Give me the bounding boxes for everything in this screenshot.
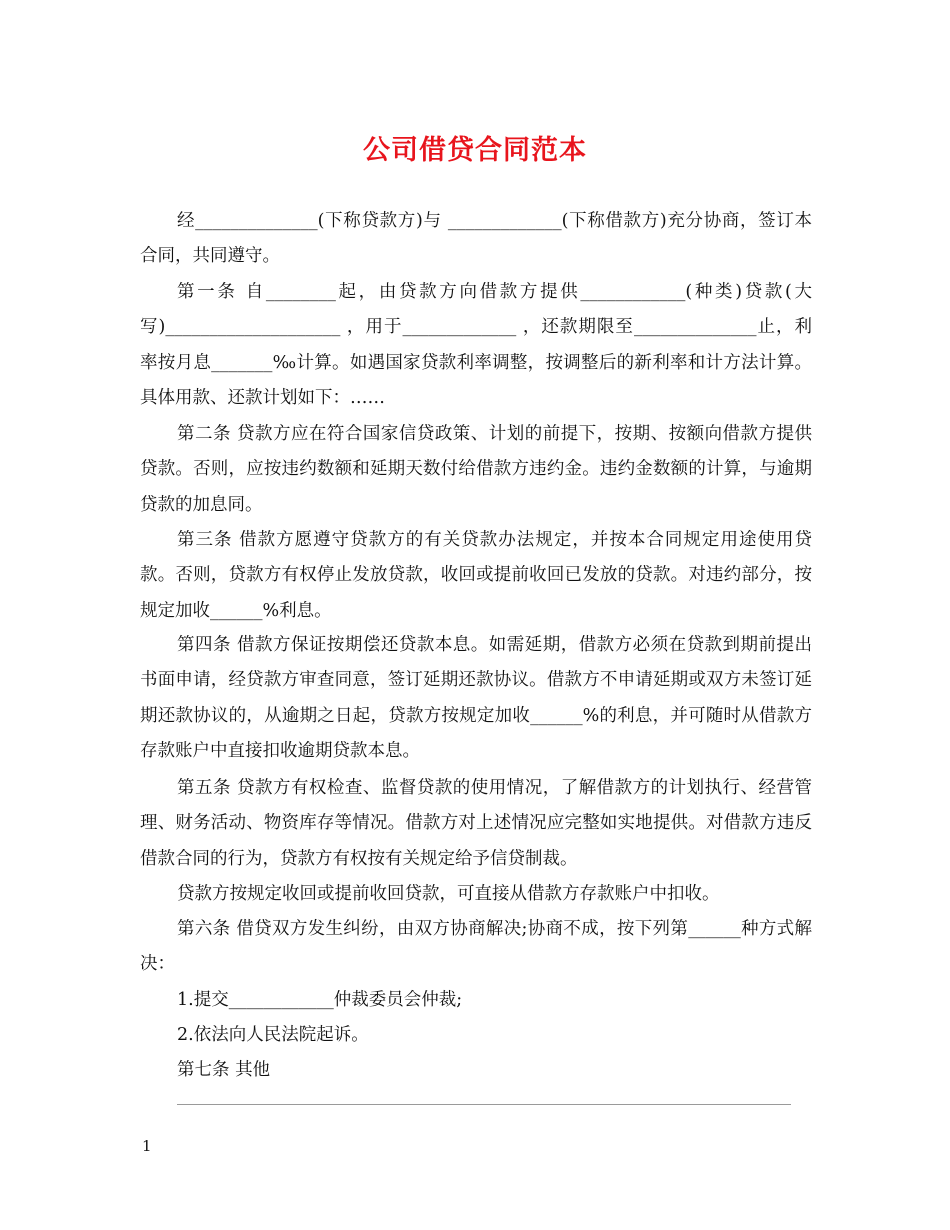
list-item-arbitration: 1.提交____________仲裁委员会仲裁; (177, 990, 463, 1010)
footer-divider (177, 1104, 791, 1105)
paragraph-article-1: 第一条 自________起，由贷款方向借款方提供____________(种类)贷款(大写)____________________ ，用于_____________ ，还款期限至______________止，利率按月息_______‰计算。如遇国家贷款利率调整，按调整后的新利率和计方法计算。具体用款、还款计划如下：…… (140, 282, 812, 409)
document-title: 公司借贷合同范本 (363, 135, 587, 166)
paragraph-article-7: 第七条 其他 (177, 1060, 271, 1080)
paragraph-intro: 经______________(下称贷款方)与 _____________(下称借款方)充分协商，签订本合同，共同遵守。 (140, 211, 812, 267)
paragraph-article-3: 第三条 借款方愿遵守贷款方的有关贷款办法规定，并按本合同规定用途使用贷款。否则，贷款方有权停止发放贷款，收回或提前收回已发放的贷款。对违约部分，按规定加收______%利息。 (140, 530, 812, 621)
list-item-court: 2.依法向人民法院起诉。 (177, 1025, 369, 1045)
paragraph-article-5: 第五条 贷款方有权检查、监督贷款的使用情况，了解借款方的计划执行、经营管理、财务活动、物资库存等情况。借款方对上述情况应完整如实地提供。对借款方违反借款合同的行为，贷款方有权按有关规定给予信贷制裁。 (140, 778, 812, 869)
paragraph-article-2: 第二条 贷款方应在符合国家信贷政策、计划的前提下，按期、按额向借款方提供贷款。否则，应按违约数额和延期天数付给借款方违约金。违约金数额的计算，与逾期贷款的加息同。 (140, 424, 812, 515)
paragraph-article-4: 第四条 借款方保证按期偿还贷款本息。如需延期，借款方必须在贷款到期前提出书面申请，经贷款方审查同意，签订延期还款协议。借款方不申请延期或双方未签订延期还款协议的，从逾期之日起，贷款方按规定加收______%的利息，并可随时从借款方存款账户中直接扣收逾期贷款本息。 (140, 635, 812, 762)
page-number: 1 (142, 1137, 152, 1155)
paragraph-recovery: 贷款方按规定收回或提前收回贷款，可直接从借款方存款账户中扣收。 (177, 884, 720, 904)
paragraph-article-6: 第六条 借贷双方发生纠纷，由双方协商解决;协商不成，按下列第______种方式解决： (140, 919, 812, 975)
